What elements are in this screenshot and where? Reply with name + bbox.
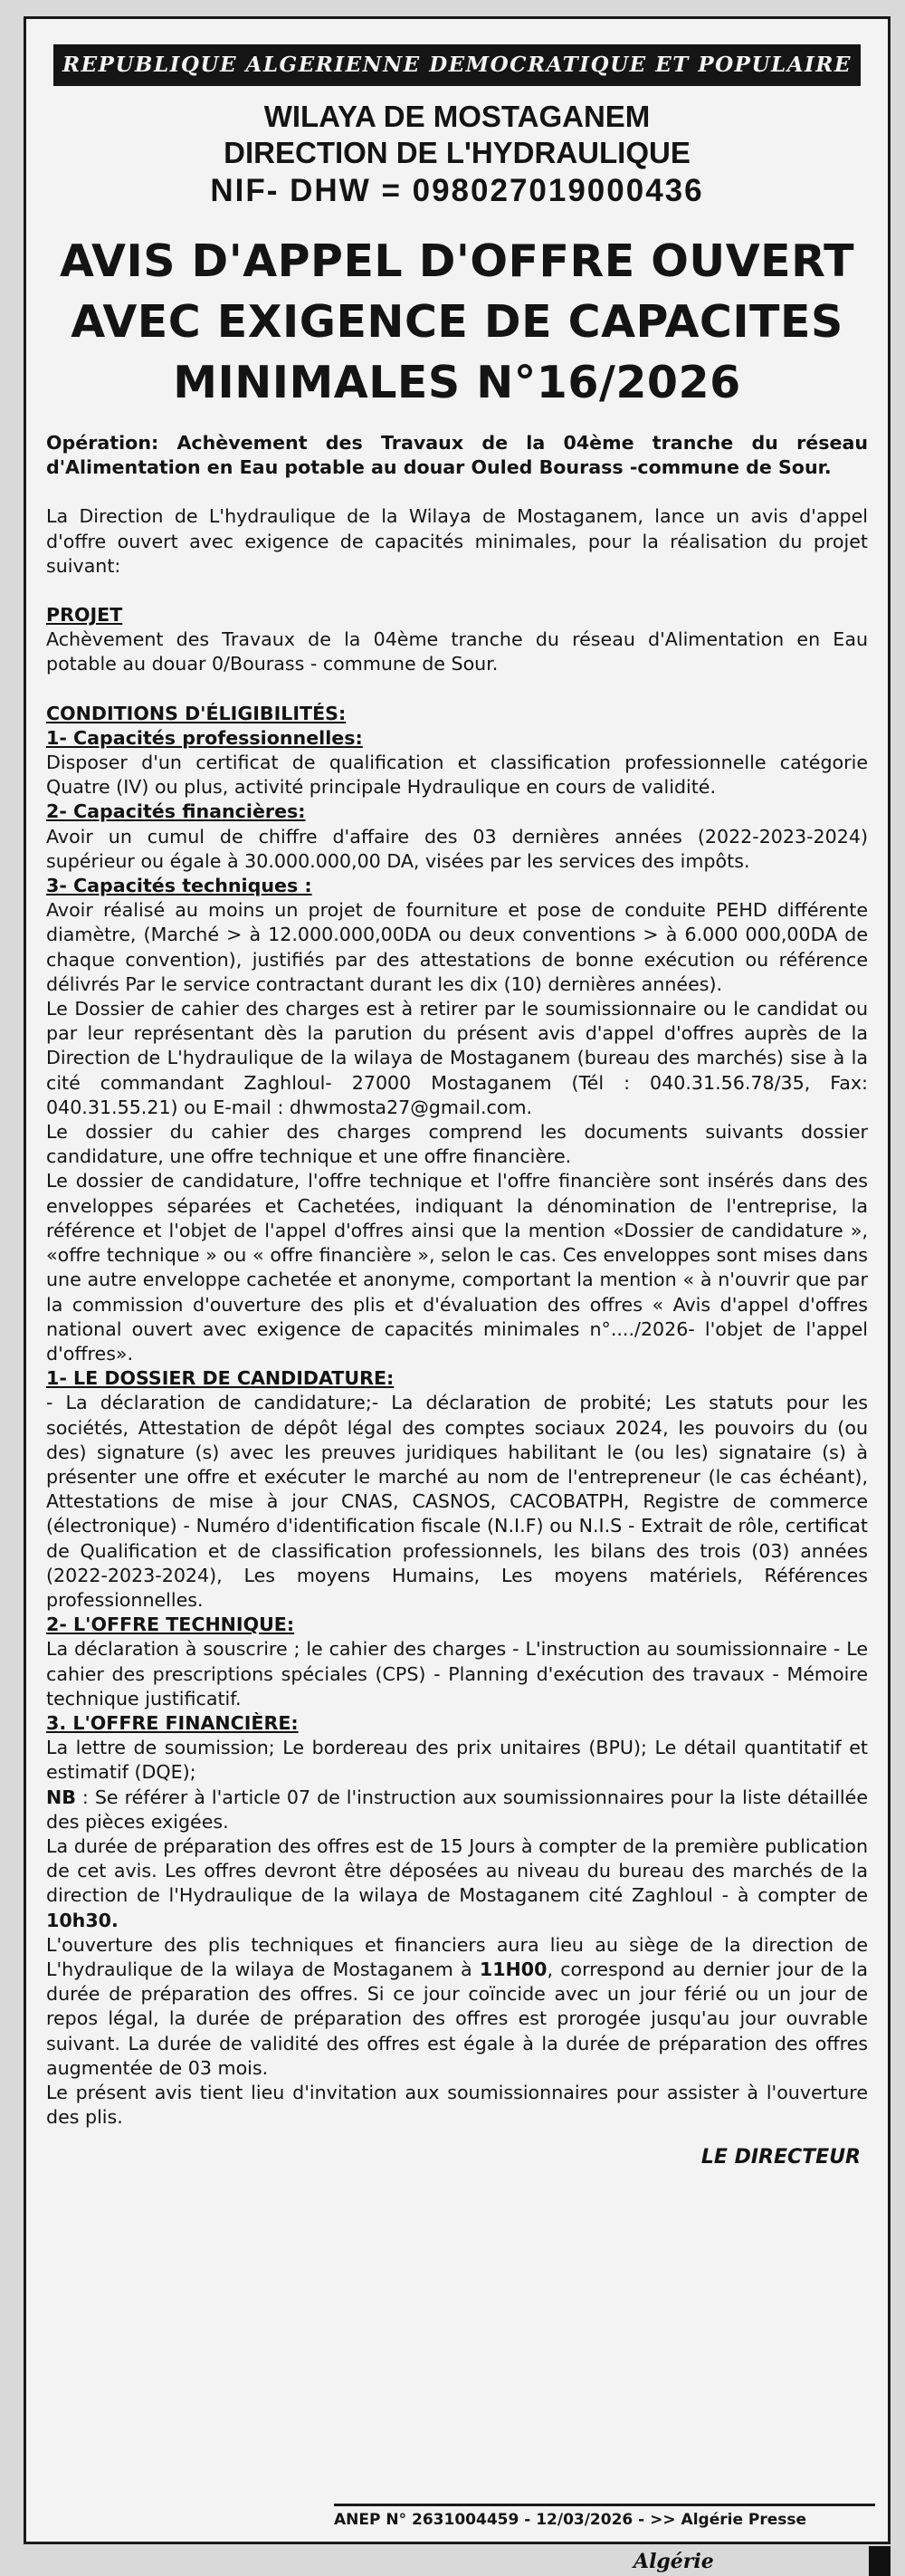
operation-text: Opération: Achèvement des Travaux de la 04ème tranche du réseau d'Alimentation en Eau potable au douar Ouled Bourass -commune de Sour. — [46, 432, 868, 479]
capacites-financieres-text: Avoir un cumul de chiffre d'affaire des 03 dernières années (2022-2023-2024) supérieur ou égale à 30.000.000,00 DA, visées par les services des impôts. — [46, 825, 868, 872]
notice-body — [46, 431, 868, 2130]
ouverture-body-1: L'ouverture des plis techniques et financiers aura lieu au siège de la direction de L'hydraulique de la wilaya de Mostaganem à — [46, 1933, 868, 1980]
offre-technique-text: La déclaration à souscrire ; le cahier des charges - L'instruction au soumissionnaire - Le cahier des prescriptions spéciales (CPS) - Planning d'exécution des travaux - Mémoire technique justificatif. — [46, 1638, 868, 1709]
ouverture-body-2: , correspond au dernier jour de la durée de préparation des offres. Si ce jour coïncide avec un jour férié ou un jour de repos légal, la durée de préparation des offres est prorogée jusqu'au jour ouvrable suivant. La durée de validité des offres est égale à la durée de préparation des offres augmentée de 03 mois. — [46, 1958, 868, 2079]
offre-financiere-text: La lettre de soumission; Le bordereau des prix unitaires (BPU); Le détail quantitatif et estimatif (DQE); — [46, 1737, 868, 1784]
capacites-techniques-heading: 3- Capacités techniques : — [46, 875, 312, 897]
capacites-financieres-heading: 2- Capacités financières: — [46, 800, 306, 823]
title-line-3: MINIMALES N°16/2026 — [173, 357, 741, 408]
capacites-professionnelles-text: Disposer d'un certificat de qualification et classification professionnelle catégorie Quatre (IV) ou plus, activité principale Hydraulique en cours de validité. — [46, 752, 868, 799]
notice-page — [24, 16, 891, 2544]
anep-reference: ANEP N° 2631004459 - 12/03/2026 - >> Algérie Presse — [334, 2504, 875, 2529]
notice-title — [26, 231, 888, 413]
offre-technique-heading: 2- L'OFFRE TECHNIQUE: — [46, 1614, 295, 1636]
duree-time: 10h30. — [46, 1909, 119, 1931]
dossier-retrait-text: Le Dossier de cahier des charges est à retirer par le soumissionnaire ou le candidat ou par leur représentant dès la parution du présent avis d'appel d'offres auprès de la Direction de L'hydraulique de la wilaya de Mostaganem (bureau des marchés) sise à la cité commandant Zaghloul- 27000 Mostaganem (Tél : 040.31.56.78/35, Fax: 040.31.55.21) ou E-mail : dhwmosta27@gmail.com. — [46, 998, 868, 1118]
projet-heading: PROJET — [46, 604, 123, 627]
title-line-2: AVEC EXIGENCE DE CAPACITES — [71, 296, 843, 348]
footer-publication: Algérie — [634, 2550, 714, 2573]
closing-text: Le présent avis tient lieu d'invitation aux soumissionnaires pour assister à l'ouverture des plis. — [46, 2082, 868, 2129]
nb-body: : Se référer à l'article 07 de l'instruction aux soumissionnaires pour la liste détaillée des pièces exigées. — [46, 1786, 868, 1833]
wilaya-name: WILAYA DE MOSTAGANEM — [263, 100, 651, 133]
capacites-techniques-text: Avoir réalisé au moins un projet de fourniture et pose de conduite PEHD différente diamètre, (Marché > à 12.000.000,00DA ou deux conventions > à 6.000 000,00DA de chaque convention), justifiés par des attestations de bonne exécution ou référence délivrés Par le service contractant durant les dix (10) dernières années). — [46, 899, 868, 995]
nif-number: NIF- DHW = 098027019000436 — [210, 173, 704, 208]
projet-text: Achèvement des Travaux de la 04ème tranche du réseau d'Alimentation en Eau potable au douar 0/Bourass - commune de Sour. — [46, 628, 868, 675]
duree-text — [46, 1834, 868, 1933]
issuer-header — [26, 99, 888, 211]
dossier-enveloppes-text: Le dossier de candidature, l'offre technique et l'offre financière sont insérés dans des enveloppes séparées et Cachetées, indiquant la dénomination de l'entreprise, la référence et l'objet de l'appel d'offres ainsi que la mention «Dossier de candidature », «offre technique » ou « offre financière », selon le cas. Ces enveloppes sont mises dans une autre enveloppe cachetée et anonyme, comportant la mention « à n'ouvrir que par la commission d'ouverture des plis et d'évaluation des offres « Avis d'appel d'offres national ouvert avec exigence de capacités minimales n°..../2026- l'objet de l'appel d'offres». — [46, 1170, 868, 1365]
republic-banner: REPUBLIQUE ALGERIENNE DEMOCRATIQUE ET POPULAIRE — [53, 44, 861, 86]
offre-financiere-heading: 3. L'OFFRE FINANCIÈRE: — [46, 1711, 299, 1734]
nb-text: NB : Se référer à l'article 07 de l'instruction aux soumissionnaires pour la liste détaillée des pièces exigées. — [46, 1786, 868, 1833]
footer-page-marker — [869, 2546, 891, 2576]
ouverture-time: 11H00 — [479, 1958, 548, 1980]
conditions-heading: CONDITIONS D'ÉLIGIBILITÉS: — [46, 702, 347, 724]
title-line-1: AVIS D'APPEL D'OFFRE OUVERT — [59, 235, 855, 287]
dossier-contenu-text: Le dossier du cahier des charges comprend les documents suivants dossier candidature, une offre technique et une offre financière. — [46, 1121, 868, 1168]
duree-body: La durée de préparation des offres est de 15 Jours à compter de la première publication de cet avis. Les offres devront être déposées au niveau du bureau des marchés de la direction de l'Hydraulique de la wilaya de Mostaganem cité Zaghloul - à compter de — [46, 1834, 868, 1907]
capacites-professionnelles-heading: 1- Capacités professionnelles: — [46, 726, 363, 749]
intro-text: La Direction de L'hydraulique de la Wilaya de Mostaganem, lance un avis d'appel d'offre ouvert avec exigence de capacités minimales, pour la réalisation du projet suivant: — [46, 505, 868, 577]
ouverture-text — [46, 1933, 868, 2081]
candidature-heading: 1- LE DOSSIER DE CANDIDATURE: — [46, 1367, 395, 1390]
signature: LE DIRECTEUR — [700, 2146, 861, 2169]
candidature-text: - La déclaration de candidature;- La déclaration de probité; Les statuts pour les sociétés, Attestation de dépôt légal des comptes sociaux 2024, les pouvoirs du (ou des) signature (s) avec les preuves juridiques habilitant le (ou les) signataire (s) à présenter une offre et exécuter le marché au nom de l'entrepreneur (le cas échéant), Attestations de mise à jour CNAS, CASNOS, CACOBATPH, Registre de commerce (électronique) - Numéro d'identification fiscale (N.I.F) ou N.I.S - Extrait de rôle, certificat de Qualification et de classification professionnels, les bilans des trois (03) années (2022-2023-2024), Les moyens Humains, Les moyens matériels, Références professionnelles. — [46, 1392, 868, 1611]
direction-name: DIRECTION DE L'HYDRAULIQUE — [224, 136, 691, 169]
